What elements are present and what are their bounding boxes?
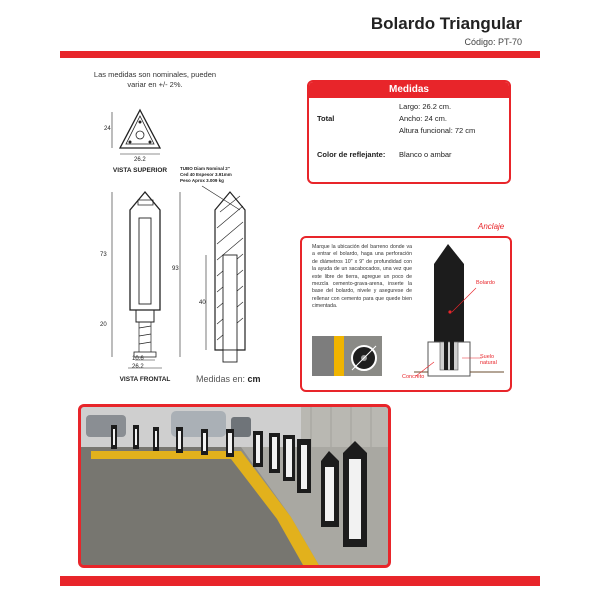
installation-photo — [78, 404, 391, 568]
top-dim-width: 26.2 — [134, 157, 146, 163]
reflector-color-label: Color de reflejante: — [317, 150, 386, 159]
nominal-note: Las medidas son nominales, pueden variar en +/- 2%. — [93, 70, 217, 89]
units-note — [196, 374, 261, 384]
anchor-label-concreto: Concreto — [402, 374, 425, 380]
anchor-cross-section — [312, 336, 382, 376]
tube-spec-line2: Ced 40 Espesor 3.91mm — [180, 172, 232, 177]
front-dim-base-outer: 26.2 — [132, 364, 144, 370]
units-value: cm — [247, 374, 261, 384]
reflector-color-value: Blanco o ambar — [399, 150, 452, 159]
technical-drawings — [90, 100, 300, 400]
measurement-ancho: Ancho: 24 cm. — [399, 114, 447, 123]
tube-spec-line1: TUBO Diam Nominal 2" — [180, 166, 230, 171]
page-title: Bolardo Triangular — [370, 14, 522, 33]
product-code: Código: PT-70 — [464, 37, 522, 47]
front-dim-base-inner: 10.6 — [132, 356, 144, 362]
front-dim-lower: 20 — [100, 322, 107, 328]
installation-photo-illustration — [81, 407, 388, 565]
front-dim-upper: 73 — [100, 252, 107, 258]
top-view-label: VISTA SUPERIOR — [112, 167, 168, 174]
anchor-label-suelo: Suelo natural — [480, 354, 497, 366]
tube-spec-line3: Peso Aprox 3.009 kg — [180, 178, 224, 183]
section-view-drawing — [202, 186, 245, 362]
measurements-total-label: Total — [317, 114, 335, 123]
measurements-box — [307, 80, 511, 184]
anchor-instructions: Marque la ubicación del barreno donde va a entrar el bolardo, haga una perforación de diámetros 10" x 9" de profundidad con la ayuda de un sacabocados, una vez que este libre de tierra, agregue un poco de mezcla cemento-grava-arena, inserte la base del bolardo, nivele y asegurese de rellenar con cemento para que quede bien cimentada. — [312, 244, 412, 310]
bottom-red-bar — [60, 576, 540, 586]
anchor-heading: Anclaje — [478, 222, 505, 231]
top-red-bar — [60, 51, 540, 58]
measurement-largo: Largo: 26.2 cm. — [399, 102, 452, 111]
anchor-box — [300, 236, 512, 392]
front-dim-total: 93 — [172, 266, 179, 272]
section-dim-anchor: 40 — [199, 300, 206, 306]
top-view-drawing — [112, 110, 160, 154]
measurement-altura: Altura funcional: 72 cm — [399, 126, 476, 135]
units-prefix: Medidas en: — [196, 374, 246, 384]
top-dim-height: 24 — [104, 126, 111, 132]
anchor-label-bolardo: Bolardo — [476, 280, 495, 286]
front-view-label: VISTA FRONTAL — [119, 376, 171, 383]
tube-spec — [180, 166, 232, 184]
measurements-heading: Medidas — [309, 82, 509, 98]
front-view-drawing — [112, 192, 180, 368]
